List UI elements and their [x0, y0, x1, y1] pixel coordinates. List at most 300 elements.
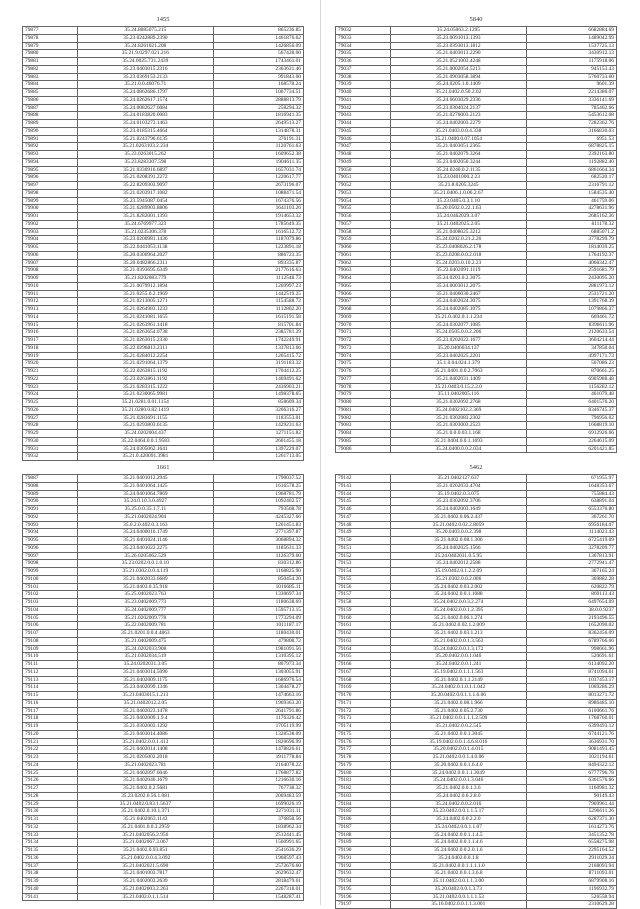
table-row [23, 27, 304, 35]
table-row [23, 383, 304, 391]
page-fold-divider [320, 0, 321, 905]
record-id-cell: 79890 [23, 127, 78, 135]
table-row [336, 96, 617, 104]
amount-cell: 638891.04 [526, 498, 616, 506]
code-cell: 35.21.0402097.6046 [77, 769, 213, 777]
table-row [23, 878, 304, 886]
amount-cell: 3451352.78 [526, 831, 616, 839]
record-id-cell: 79162 [336, 630, 391, 638]
code-cell: 35.23.0402.0.0.1.1.5.17 [390, 808, 526, 816]
amount-cell: 168578.24 [213, 81, 303, 89]
table-row [336, 823, 617, 831]
amount-cell: 2512441.45 [213, 831, 303, 839]
table-row [336, 445, 617, 453]
record-id-cell: 79121 [23, 738, 78, 746]
table-row [23, 321, 304, 329]
amount-cell: 461079.48 [526, 391, 616, 399]
code-cell: 35.21.0400.0.07.1054 [390, 135, 526, 143]
amount-cell: 2214380.07 [526, 89, 616, 97]
record-id-cell: 79132 [23, 823, 78, 831]
table-row [23, 785, 304, 793]
record-id-cell: 79040 [336, 89, 391, 97]
code-cell: 35.21.0402012.2.05 [77, 699, 213, 707]
amount-cell: 3336141.69 [526, 96, 616, 104]
table-row [23, 158, 304, 166]
amount-cell: 2392163.80 [526, 151, 616, 159]
table-row [23, 453, 304, 461]
record-id-cell: 79096 [23, 544, 78, 552]
code-cell: 35.21.0079912.1894 [77, 282, 213, 290]
table-row [336, 560, 617, 568]
amount-cell: 1442519.25 [213, 290, 303, 298]
table-row [336, 544, 617, 552]
amount-cell: 1615191.58 [213, 313, 303, 321]
record-id-cell: 79097 [23, 552, 78, 560]
code-cell: 35.21.0.420091.3981 [77, 453, 213, 461]
code-cell: 35.24.0082627.6084 [77, 104, 213, 112]
code-cell: 35.21.0408025.3212 [390, 228, 526, 236]
amount-cell: 6879908.16 [526, 878, 616, 886]
table-row [336, 878, 617, 886]
amount-cell: 1478826.61 [213, 746, 303, 754]
record-id-cell: 79114 [23, 684, 78, 692]
amount-cell: 1112548.73 [213, 275, 303, 283]
table-row [336, 537, 617, 545]
code-cell: 35.21.0403014.4086 [77, 730, 213, 738]
code-cell: 35.22.0464.0.0.1.9583 [77, 437, 213, 445]
code-cell: 35.21.0401012.2945 [77, 475, 213, 483]
record-id-cell: 79120 [23, 730, 78, 738]
code-cell: 35.21.0293803.6135 [77, 422, 213, 430]
table-row [336, 58, 617, 66]
amount-cell: 865236.85 [213, 27, 303, 35]
table-row [23, 65, 304, 73]
record-id-cell: 79100 [23, 575, 78, 583]
table-row [336, 839, 617, 847]
code-cell: 35.22.0402009.781 [77, 622, 213, 630]
amount-cell: 1595713.15 [213, 606, 303, 614]
code-cell: 35.21.0402025.2.05 [390, 220, 526, 228]
record-id-cell: 79098 [23, 560, 78, 568]
code-cell: 35.19.0402.0.1.2.2.09 [390, 568, 526, 576]
amount-cell: 1196932.79 [526, 885, 616, 893]
amount-cell: 4278631.96 [526, 205, 616, 213]
record-id-cell: 79145 [336, 498, 391, 506]
amount-cell: 2069483.59 [213, 792, 303, 800]
record-id-cell: 79885 [23, 89, 78, 97]
amount-cell: 8741094.61 [526, 668, 616, 676]
code-cell: 35.21.0402.0.93.851 [77, 847, 213, 855]
amount-cell: 6912926.66 [526, 430, 616, 438]
code-cell: 35.21.0402.0.06.2.437 [390, 513, 526, 521]
code-cell: 35.21.0402.0.10.1.371 [77, 808, 213, 816]
record-id-cell: 79906 [23, 251, 78, 259]
code-cell: 35.21.0402.0.1.1.514 [77, 893, 213, 901]
code-cell: 35.23.0302092.3706 [390, 498, 526, 506]
code-cell: 35.24.8261021.208 [77, 42, 213, 50]
amount-cell: 945153.43 [526, 65, 616, 73]
record-id-cell: 79161 [336, 622, 391, 630]
record-id-cell: 79084 [336, 430, 391, 438]
record-id-cell: 79189 [336, 839, 391, 847]
table-row [23, 816, 304, 824]
amount-cell: 1114023.43 [526, 529, 616, 537]
code-cell: 35.24.6769977.323 [77, 220, 213, 228]
table-row [336, 81, 617, 89]
table-row [23, 58, 304, 66]
amount-cell: 1397229.07 [213, 445, 303, 453]
amount-cell: 807973.34 [213, 661, 303, 669]
amount-cell: 9081493.45 [526, 746, 616, 754]
record-id-cell: 79910 [23, 282, 78, 290]
code-cell: 35.23.5945087.0454 [77, 197, 213, 205]
code-cell: 35.24.0505.0.0.2.206 [390, 329, 526, 337]
table-row [23, 746, 304, 754]
table-row [336, 630, 617, 638]
code-cell: 35.24.0402.0.0.1.8 [390, 854, 526, 862]
table-row [336, 73, 617, 81]
table-row [23, 368, 304, 376]
amount-cell: 369882.28 [526, 575, 616, 583]
table-row [336, 391, 617, 399]
table-row [23, 430, 304, 438]
record-id-cell: 79033 [336, 34, 391, 42]
amount-cell: 1537725.13 [526, 42, 616, 50]
amount-cell: 793568.78 [213, 506, 303, 514]
table-row [23, 738, 304, 746]
code-cell: 35.21.0302.0.0.2.006 [390, 575, 526, 583]
code-cell: 35.21.0402003.2639 [77, 878, 213, 886]
amount-cell: 1474663.16 [213, 692, 303, 700]
table-row [336, 143, 617, 151]
record-id-cell: 79891 [23, 135, 78, 143]
amount-cell: 2601455.18 [213, 437, 303, 445]
record-id-cell: 79913 [23, 306, 78, 314]
amount-cell: 886723.35 [213, 251, 303, 259]
code-cell: 35.23.0401022.2275 [77, 544, 213, 552]
table-row [23, 306, 304, 314]
code-cell: 35.19.0402.0.0.1.4.6.8.016 [390, 738, 526, 746]
record-id-cell: 79180 [336, 769, 391, 777]
amount-cell: 1328538.09 [213, 730, 303, 738]
record-id-cell: 79887 [23, 475, 78, 483]
table-row [336, 65, 617, 73]
amount-cell: 1220617.77 [213, 174, 303, 182]
code-cell: 35.20.0402.0.0.1.1.1.6.06 [390, 692, 526, 700]
record-id-cell: 79887 [23, 104, 78, 112]
code-cell: 35.23.0393013.1812 [390, 42, 526, 50]
record-id-cell: 79170 [336, 692, 391, 700]
table-row [336, 313, 617, 321]
code-cell: 35.20.0402.0.0.1.3.73 [390, 885, 526, 893]
code-cell: 35.24.0305062.1641 [77, 445, 213, 453]
table-row [23, 337, 304, 345]
record-id-cell: 79920 [23, 360, 78, 368]
code-cell: 35.21.0402009.475 [77, 637, 213, 645]
table-row [336, 166, 617, 174]
record-id-cell: 79175 [336, 730, 391, 738]
record-id-cell: 79877 [23, 27, 78, 35]
record-id-cell: 79164 [336, 645, 391, 653]
table-row [336, 290, 617, 298]
code-cell: 35.21.0213005.1271 [77, 298, 213, 306]
table-row [23, 89, 304, 97]
code-cell: 35.21.0402023.1478 [77, 707, 213, 715]
code-cell: 35.25.0402023.763 [77, 591, 213, 599]
page-block-1661 [22, 462, 304, 901]
code-cell: 35.21.0280.0.82.1419 [77, 406, 213, 414]
table-row [23, 699, 304, 707]
record-id-cell: 79088 [23, 482, 78, 490]
amount-cell: 1088471.54 [213, 189, 303, 197]
amount-cell: 2120633.54 [526, 329, 616, 337]
code-cell: 35.24.0862686.1797 [77, 89, 213, 97]
table-row [336, 769, 617, 777]
record-id-cell: 79122 [23, 746, 78, 754]
record-id-cell: 79915 [23, 321, 78, 329]
table-row [23, 298, 304, 306]
amount-cell: 6497654.09 [526, 599, 616, 607]
table-row [23, 166, 304, 174]
code-cell: 35.22.0296813.2311 [77, 344, 213, 352]
record-id-cell: 79138 [23, 870, 78, 878]
amount-cell: 6885071.2 [526, 228, 616, 236]
amount-cell: 2641791.86 [213, 707, 303, 715]
amount-cell: 1648353.67 [526, 482, 616, 490]
record-id-cell: 79104 [23, 606, 78, 614]
table-row [23, 414, 304, 422]
record-id-cell: 79126 [23, 777, 78, 785]
record-id-cell: 79109 [23, 645, 78, 653]
amount-cell: 90149.43 [526, 792, 616, 800]
table-row [23, 862, 304, 870]
table-row [23, 73, 304, 81]
amount-cell: 2430095.20 [526, 275, 616, 283]
code-cell: 35.21.0283315.1222 [77, 383, 213, 391]
amount-cell: 1180638.69 [213, 599, 303, 607]
amount-cell: 1160981.32 [526, 785, 616, 793]
record-id-cell: 79042 [336, 104, 391, 112]
amount-cell: 5453612.08 [526, 112, 616, 120]
record-id-cell: 79095 [23, 537, 78, 545]
record-id-cell: 79043 [336, 112, 391, 120]
code-cell: 35.24.0402.0.0.1.1.4.5 [390, 831, 526, 839]
record-id-cell: 79191 [336, 854, 391, 862]
table-row [336, 513, 617, 521]
amount-cell: 3266316.27 [213, 406, 303, 414]
amount-cell: 6789766.66 [526, 637, 616, 645]
record-id-cell: 79165 [336, 653, 391, 661]
record-id-cell: 79036 [336, 58, 391, 66]
table-row [336, 205, 617, 213]
record-id-cell: 79064 [336, 275, 391, 283]
table-row [23, 50, 304, 58]
amount-cell: 755884.43 [526, 490, 616, 498]
code-cell: 35.24.0402.0.0.2.0.1.6 [390, 847, 526, 855]
record-id-cell: 79881 [23, 58, 78, 66]
record-id-cell: 79184 [336, 800, 391, 808]
record-id-cell: 79196 [336, 893, 391, 901]
code-cell: 35.11.0402.0.0.1.1.3.00 [390, 878, 526, 886]
amount-cell: 1176326.42 [213, 715, 303, 723]
table-row [336, 158, 617, 166]
amount-cell: 1699026.19 [213, 800, 303, 808]
table-row [336, 870, 617, 878]
page-number: 1455 [156, 16, 170, 23]
table-row [336, 808, 617, 816]
code-cell: 35.21.0302083.2302 [390, 414, 526, 422]
code-cell: 35.21.0203917.1082 [77, 189, 213, 197]
table-row [336, 885, 617, 893]
record-id-cell: 79134 [23, 839, 78, 847]
code-cell: 35.20.0402.0.0.1.6.4.0 [390, 761, 526, 769]
amount-cell: 6725419.09 [526, 537, 616, 545]
amount-cell: 1668819.10 [526, 422, 616, 430]
amount-cell: 2271031.11 [213, 808, 303, 816]
code-cell: 35.21.0403.0.15.2.2.0 [390, 383, 526, 391]
amount-cell: 6100661.76 [526, 707, 616, 715]
record-id-cell: 79056 [336, 213, 391, 221]
amount-cell: 6558275.98 [526, 839, 616, 847]
record-id-cell: 79157 [336, 591, 391, 599]
amount-cell: 1904611.35 [213, 158, 303, 166]
record-id-cell: 79123 [23, 754, 78, 762]
code-cell: 35.21.0276003.2123 [390, 112, 526, 120]
table-row [23, 575, 304, 583]
amount-cell: 1616578.25 [213, 482, 303, 490]
record-id-cell: 79127 [23, 785, 78, 793]
table-row [23, 251, 304, 259]
table-row [336, 34, 617, 42]
amount-cell: 6553376.80 [526, 506, 616, 514]
record-id-cell: 79190 [336, 847, 391, 855]
code-cell: 35.21.0403.0.0.4.338 [390, 127, 526, 135]
amount-cell: 1785649.35 [213, 220, 303, 228]
code-cell: 35.20.0406034.137 [390, 344, 526, 352]
record-id-cell: 79130 [23, 808, 78, 816]
record-id-cell: 79899 [23, 197, 78, 205]
table-row [336, 475, 617, 483]
table-row [336, 236, 617, 244]
amount-cell: 6682884.69 [526, 27, 616, 35]
record-id-cell: 79034 [336, 42, 391, 50]
code-cell: 35.21.0230065.9981 [77, 391, 213, 399]
amount-cell: 1652090.02 [526, 622, 616, 630]
code-cell: 35.24.0402.0.0.1.2.395 [390, 606, 526, 614]
record-id-cell: 79901 [23, 213, 78, 221]
amount-cell: 1310395.12 [213, 653, 303, 661]
record-id-cell: 79116 [23, 699, 78, 707]
amount-cell: 1367813.91 [526, 552, 616, 560]
table-row [23, 375, 304, 383]
table-row [23, 81, 304, 89]
record-id-cell: 79063 [336, 267, 391, 275]
table-row [336, 27, 617, 35]
table-row [23, 220, 304, 228]
amount-cell: 1790037.52 [213, 475, 303, 483]
amount-cell: 1156282.12 [526, 383, 616, 391]
record-id-cell: 79193 [336, 870, 391, 878]
page-block-5462 [335, 462, 617, 909]
code-cell: 35.21.0401.0.0.3.2959 [77, 823, 213, 831]
record-id-cell: 79073 [336, 344, 391, 352]
amount-cell: 1560991.65 [213, 839, 303, 847]
amount-cell: 2771397.87 [213, 529, 303, 537]
table-row [336, 298, 617, 306]
amount-cell: 1641103.26 [213, 205, 303, 213]
record-id-cell: 79107 [23, 630, 78, 638]
table-row [336, 329, 617, 337]
amount-cell: 479808.72 [213, 637, 303, 645]
table-row [336, 792, 617, 800]
table-row [336, 259, 617, 267]
record-id-cell: 79155 [336, 575, 391, 583]
table-row [23, 560, 304, 568]
amount-cell: 1469491.62 [213, 375, 303, 383]
amount-cell: 2436903.21 [213, 383, 303, 391]
code-cell: 35.24.0400.0.0.2.034 [390, 445, 526, 453]
code-cell: 35.24.0402024.3075 [390, 298, 526, 306]
table-row [336, 591, 617, 599]
code-cell: 35.21.0208391.2272 [77, 174, 213, 182]
amount-cell: 1126379.60 [213, 552, 303, 560]
amount-cell: 6878825.15 [526, 143, 616, 151]
table-row [336, 244, 617, 252]
amount-cell: 8711093.01 [526, 870, 616, 878]
code-cell: 35.21.0330916.6897 [77, 166, 213, 174]
table-row [23, 506, 304, 514]
code-cell: 35.21.0402.0.0.1.3.6 [390, 785, 526, 793]
table-row [23, 668, 304, 676]
code-cell: 35.24.0402.0.0.1.1.3049 [390, 769, 526, 777]
record-id-cell: 79108 [23, 637, 78, 645]
record-id-cell: 79930 [23, 437, 78, 445]
table-row [23, 197, 304, 205]
table-row [336, 831, 617, 839]
record-id-cell: 79106 [23, 622, 78, 630]
table-row [23, 275, 304, 283]
amount-cell: 3278209.77 [526, 544, 616, 552]
amount-cell: 4997171.73 [526, 352, 616, 360]
code-cell: 35.22.8209303.9097 [77, 182, 213, 190]
table-row [336, 352, 617, 360]
table-row [336, 306, 617, 314]
code-cell: 35.19.0402.0.3.075 [390, 490, 526, 498]
amount-cell: 1820696.99 [213, 738, 303, 746]
amount-cell: 3191183.32 [213, 360, 303, 368]
code-cell: 35.23.0401000.2.23 [390, 174, 526, 182]
table-row [336, 707, 617, 715]
record-id-cell: 79032 [336, 27, 391, 35]
code-cell: 35.21.0243796.6135 [77, 135, 213, 143]
code-cell: 35.21.0263103.2.234 [77, 143, 213, 151]
code-cell: 35.24.0302077.1085 [390, 321, 526, 329]
amount-cell: 7282362.76 [526, 120, 616, 128]
record-id-cell: 79909 [23, 275, 78, 283]
amount-cell: 3430912.13 [526, 50, 616, 58]
table-row [23, 482, 304, 490]
code-cell: 35.25.0.0.35.1.7.11 [77, 506, 213, 514]
code-cell: 35.24.0183820.0083 [77, 112, 213, 120]
table-row [336, 668, 617, 676]
table-row [336, 521, 617, 529]
amount-cell: 1911778.84 [213, 754, 303, 762]
code-cell: 35.21.0402056.2.956 [77, 831, 213, 839]
table-row [23, 259, 304, 267]
code-cell: 35.24.0402.0.0.2.016 [390, 800, 526, 808]
code-cell: 35.21.0402.0.0.1.4.0.06 [390, 754, 526, 762]
amount-cell: 1391768.39 [526, 298, 616, 306]
